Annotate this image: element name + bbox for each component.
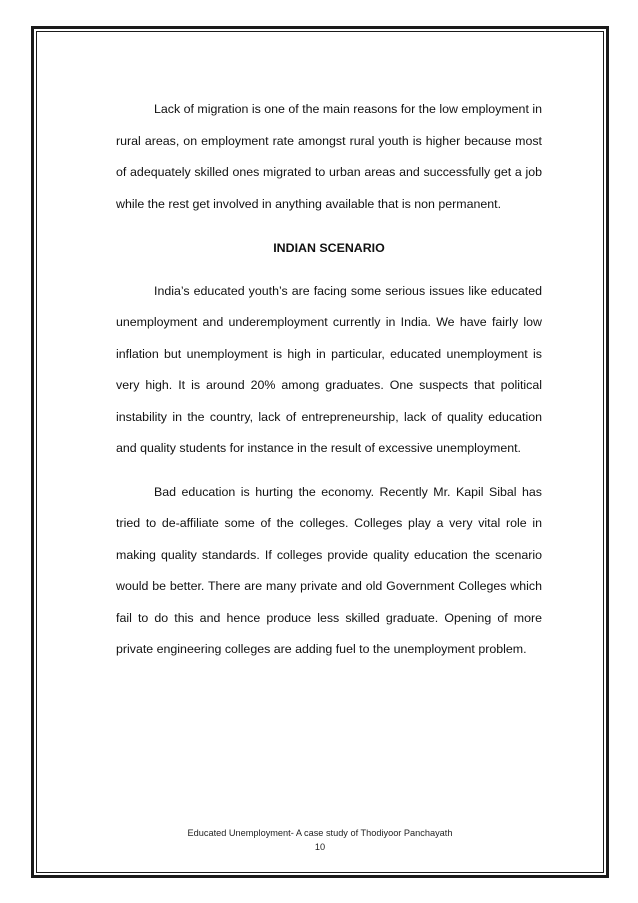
paragraph-gap <box>116 465 542 477</box>
page-number: 10 <box>314 842 326 852</box>
page-body <box>116 94 542 666</box>
section-heading: INDIAN SCENARIO <box>273 241 385 255</box>
footer-title: Educated Unemployment- A case study of Thodiyoor Panchayath <box>187 828 453 838</box>
paragraph-indian-scenario: India’s educated youth’s are facing some serious issues like educated unemployment and underemployment currently in India. We have fairly low inflation but unemployment is high in particular, educated unemployment is very high. It is around 20% among graduates. One suspects that political instability in the country, lack of entrepreneurship, lack of quality education and quality students for instance in the result of excessive unemployment. <box>116 283 542 455</box>
page-footer <box>36 826 604 854</box>
paragraph-migration: Lack of migration is one of the main reasons for the low employment in rural areas, on employment rate amongst rural youth is higher because most of adequately skilled ones migrated to urban areas and successfully get a job while the rest get involved in anything available that is non permanent. <box>116 102 542 211</box>
paragraph-bad-education: Bad education is hurting the economy. Recently Mr. Kapil Sibal has tried to de-affiliate some of the colleges. Colleges play a very vital role in making quality standards. If colleges provide quality education the scenario would be better. There are many private and old Government Colleges which fail to do this and hence produce less skilled graduate. Opening of more private engineering colleges are adding fuel to the unemployment problem. <box>116 484 542 656</box>
